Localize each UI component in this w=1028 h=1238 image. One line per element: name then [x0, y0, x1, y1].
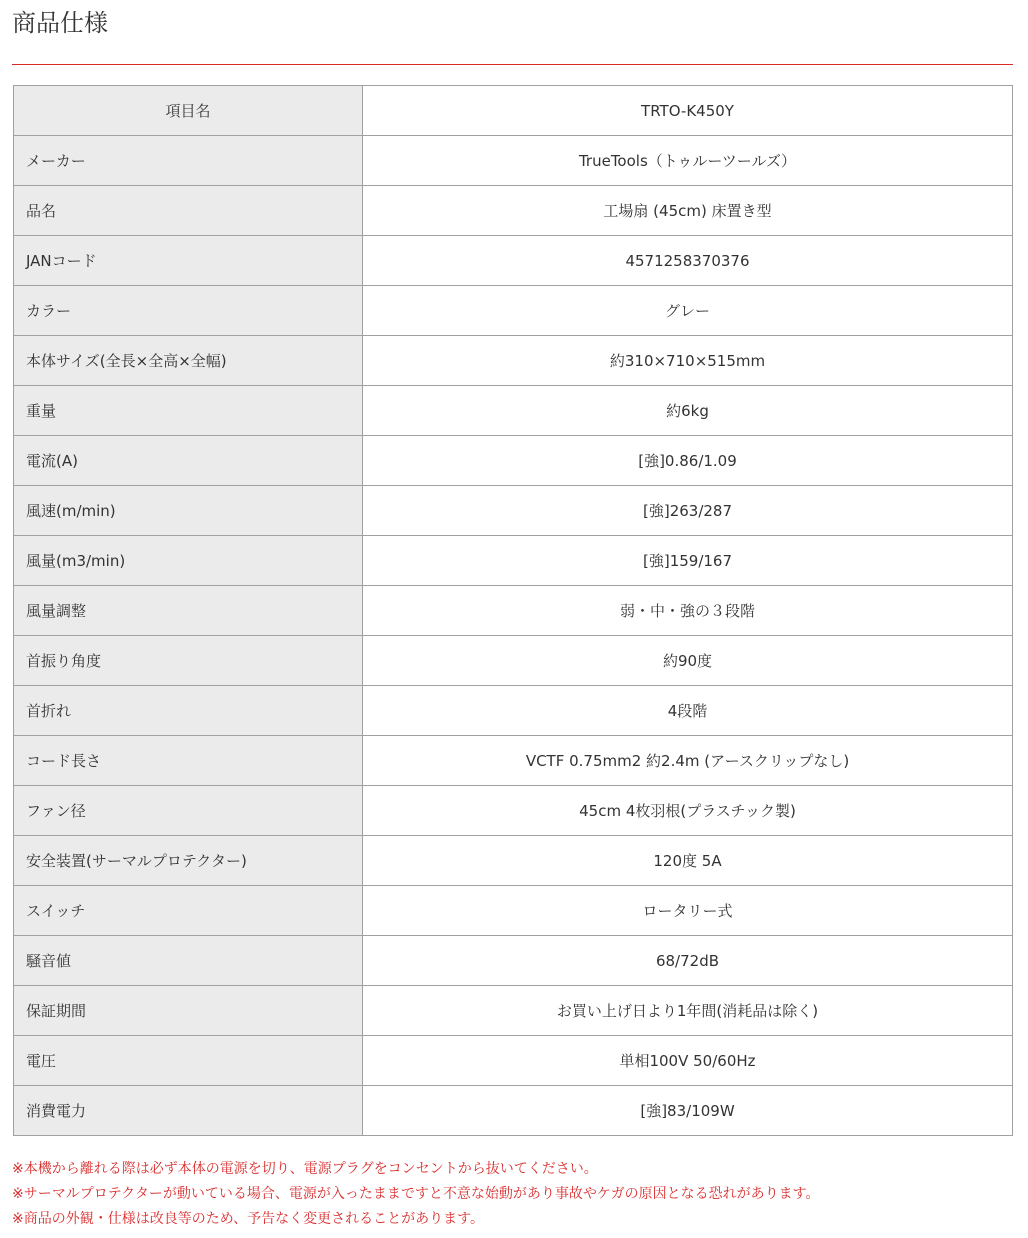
spec-header-label: 項目名 — [14, 86, 363, 136]
spec-row-fan-diameter — [14, 786, 1013, 836]
spec-label: 安全装置(サーマルプロテクター) — [14, 836, 363, 886]
caution-note: ※サーマルプロテクターが動いている場合、電源が入ったままですと不意な始動があり事故やケガの原因となる恐れがあります。 — [12, 1186, 820, 1202]
spec-label: 電流(A) — [14, 436, 363, 486]
spec-value: 120度 5A — [363, 836, 1013, 886]
spec-value: ロータリー式 — [363, 886, 1013, 936]
spec-value: 約90度 — [363, 636, 1013, 686]
spec-value: 工場扇 (45cm) 床置き型 — [363, 186, 1013, 236]
spec-row-color — [14, 286, 1013, 336]
spec-label: 本体サイズ(全長×全高×全幅) — [14, 336, 363, 386]
spec-row-tilt — [14, 686, 1013, 736]
spec-row-maker — [14, 136, 1013, 186]
spec-label: 風量(m3/min) — [14, 536, 363, 586]
spec-value: グレー — [363, 286, 1013, 336]
spec-value: 約310×710×515mm — [363, 336, 1013, 386]
spec-value: 4571258370376 — [363, 236, 1013, 286]
spec-row-airflow-adjust — [14, 586, 1013, 636]
page-title: 商品仕様 — [12, 9, 108, 37]
spec-label: 保証期間 — [14, 986, 363, 1036]
spec-label: 消費電力 — [14, 1086, 363, 1136]
spec-row-wind-speed — [14, 486, 1013, 536]
spec-value: 単相100V 50/60Hz — [363, 1036, 1013, 1086]
spec-value: VCTF 0.75mm2 約2.4m (アースクリップなし) — [363, 736, 1013, 786]
spec-value: [強]0.86/1.09 — [363, 436, 1013, 486]
spec-label: コード長さ — [14, 736, 363, 786]
spec-value: 4段階 — [363, 686, 1013, 736]
spec-row-power-consumption — [14, 1086, 1013, 1136]
spec-row-air-volume — [14, 536, 1013, 586]
spec-label: 電圧 — [14, 1036, 363, 1086]
spec-row-safety-device — [14, 836, 1013, 886]
spec-value: [強]263/287 — [363, 486, 1013, 536]
caution-notes — [12, 1157, 1022, 1232]
spec-label: 品名 — [14, 186, 363, 236]
spec-label: 騒音値 — [14, 936, 363, 986]
spec-label: 重量 — [14, 386, 363, 436]
spec-row-weight — [14, 386, 1013, 436]
spec-label: スイッチ — [14, 886, 363, 936]
spec-value: [強]83/109W — [363, 1086, 1013, 1136]
spec-row-jan-code — [14, 236, 1013, 286]
spec-row-noise — [14, 936, 1013, 986]
spec-label: JANコード — [14, 236, 363, 286]
spec-header-model: TRTO-K450Y — [363, 86, 1013, 136]
spec-value: お買い上げ日より1年間(消耗品は除く) — [363, 986, 1013, 1036]
spec-label: 風速(m/min) — [14, 486, 363, 536]
spec-value: 45cm 4枚羽根(プラスチック製) — [363, 786, 1013, 836]
title-divider — [12, 64, 1013, 65]
spec-label: メーカー — [14, 136, 363, 186]
spec-label: 首振り角度 — [14, 636, 363, 686]
caution-note: ※本機から離れる際は必ず本体の電源を切り、電源プラグをコンセントから抜いてください。 — [12, 1161, 598, 1177]
spec-header-row — [14, 86, 1013, 136]
caution-note: ※商品の外観・仕様は改良等のため、予告なく変更されることがあります。 — [12, 1211, 485, 1227]
spec-value: TrueTools（トゥルーツールズ） — [363, 136, 1013, 186]
spec-row-warranty — [14, 986, 1013, 1036]
spec-label: ファン径 — [14, 786, 363, 836]
spec-label: 風量調整 — [14, 586, 363, 636]
spec-row-switch — [14, 886, 1013, 936]
spec-value: [強]159/167 — [363, 536, 1013, 586]
spec-row-size — [14, 336, 1013, 386]
spec-row-cord-length — [14, 736, 1013, 786]
spec-row-voltage — [14, 1036, 1013, 1086]
spec-row-oscillation-angle — [14, 636, 1013, 686]
spec-label: カラー — [14, 286, 363, 336]
spec-value: 約6kg — [363, 386, 1013, 436]
spec-label: 首折れ — [14, 686, 363, 736]
spec-value: 弱・中・強の３段階 — [363, 586, 1013, 636]
spec-table — [13, 85, 1013, 1136]
spec-value: 68/72dB — [363, 936, 1013, 986]
spec-row-product-name — [14, 186, 1013, 236]
spec-table-body — [14, 86, 1013, 1136]
spec-row-current — [14, 436, 1013, 486]
